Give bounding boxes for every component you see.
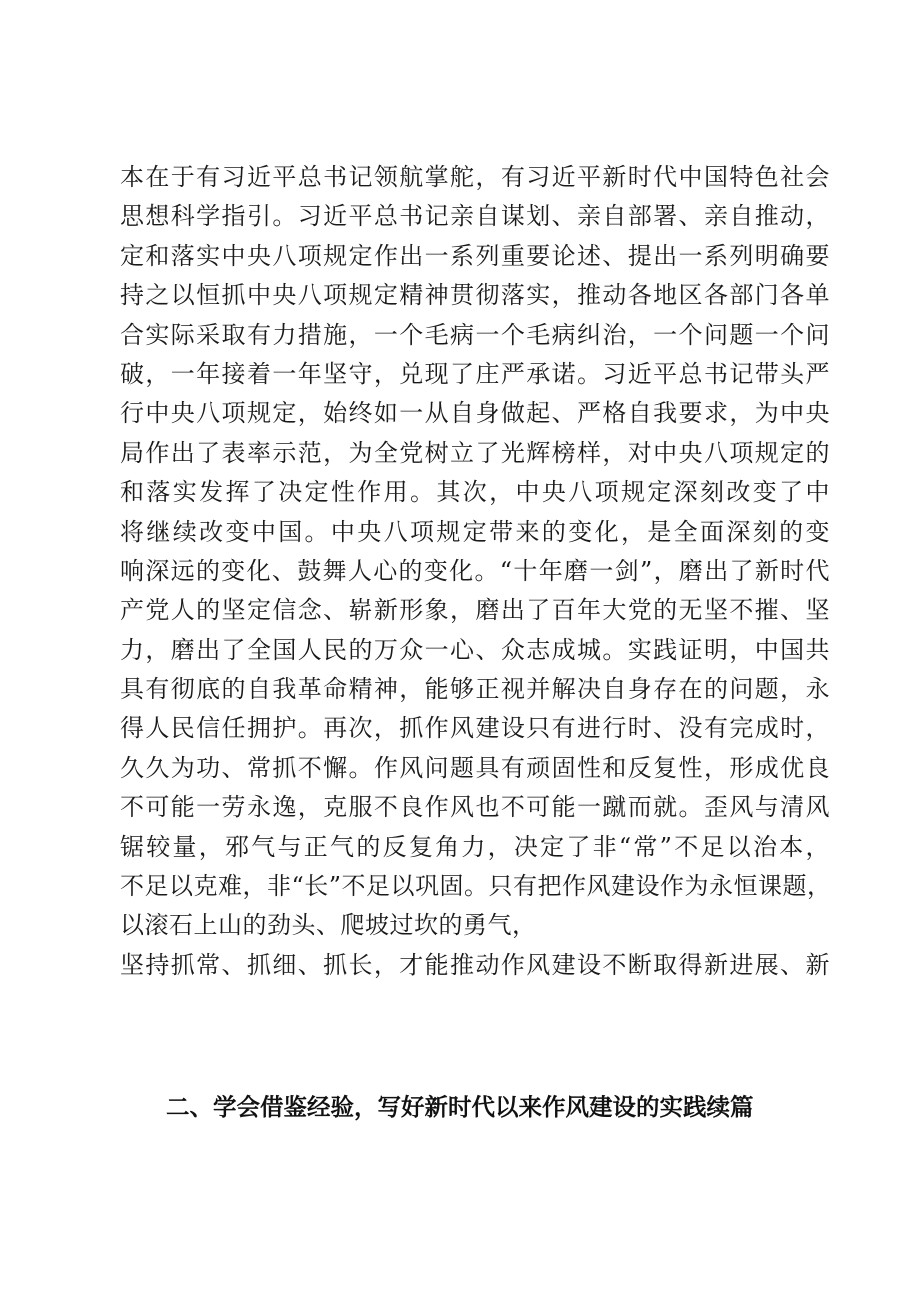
paragraph-line: 持之以恒抓中央八项规定精神贯彻落实，推动各地区各部门各单: [120, 281, 830, 310]
paragraph-line: 久久为功、常抓不懈。作风问题具有顽固性和反复性，形成优良: [120, 753, 830, 782]
paragraph-line: 和落实发挥了决定性作用。其次，中央八项规定深刻改变了中: [120, 478, 830, 507]
paragraph-line: 破，一年接着一年坚守，兑现了庄严承诺。习近平总书记带头严: [120, 359, 830, 388]
paragraph-line: 局作出了表率示范，为全党树立了光辉榜样，对中央八项规定的: [120, 438, 830, 467]
paragraph-line: 响深远的变化、鼓舞人心的变化。“十年磨一剑”，磨出了新时代: [120, 556, 830, 585]
paragraph-line: 具有彻底的自我革命精神，能够正视并解决自身存在的问题，永: [120, 675, 830, 704]
section-heading: 二、学会借鉴经验，写好新时代以来作风建设的实践续篇: [166, 1093, 754, 1121]
paragraph-line: 将继续改变中国。中央八项规定带来的变化，是全面深刻的变: [120, 517, 830, 546]
paragraph-line: 本在于有习近平总书记领航掌舵，有习近平新时代中国特色社会: [120, 163, 830, 191]
paragraph-line: 产党人的坚定信念、崭新形象，磨出了百年大党的无坚不摧、坚: [120, 596, 830, 625]
paragraph-line: 定和落实中央八项规定作出一系列重要论述、提出一系列明确要: [120, 241, 830, 270]
paragraph-line: 锯较量，邪气与正气的反复角力，决定了非“常”不足以治本，: [120, 832, 830, 861]
paragraph-line: 得人民信任拥护。再次，抓作风建设只有进行时、没有完成时，: [120, 714, 830, 743]
paragraph-line: 不足以克难，非“长”不足以巩固。只有把作风建设作为永恒课题，: [120, 872, 832, 901]
paragraph-line: 以滚石上山的劲头、爬坡过坎的勇气，: [120, 911, 537, 940]
paragraph-line: 不可能一劳永逸，克服不良作风也不可能一蹴而就。歪风与清风: [120, 793, 830, 822]
paragraph-line: 行中央八项规定，始终如一从自身做起、严格自我要求，为中央: [120, 399, 830, 428]
body-paragraph: [120, 158, 830, 985]
paragraph-line: 思想科学指引。习近平总书记亲自谋划、亲自部署、亲自推动，: [120, 202, 830, 231]
paragraph-line: 坚持抓常、抓细、抓长，才能推动作风建设不断取得新进展、新: [120, 950, 830, 979]
paragraph-line: 力，磨出了全国人民的万众一心、众志成城。实践证明，中国共: [120, 635, 830, 664]
paragraph-line: 合实际采取有力措施，一个毛病一个毛病纠治，一个问题一个问: [120, 320, 830, 349]
